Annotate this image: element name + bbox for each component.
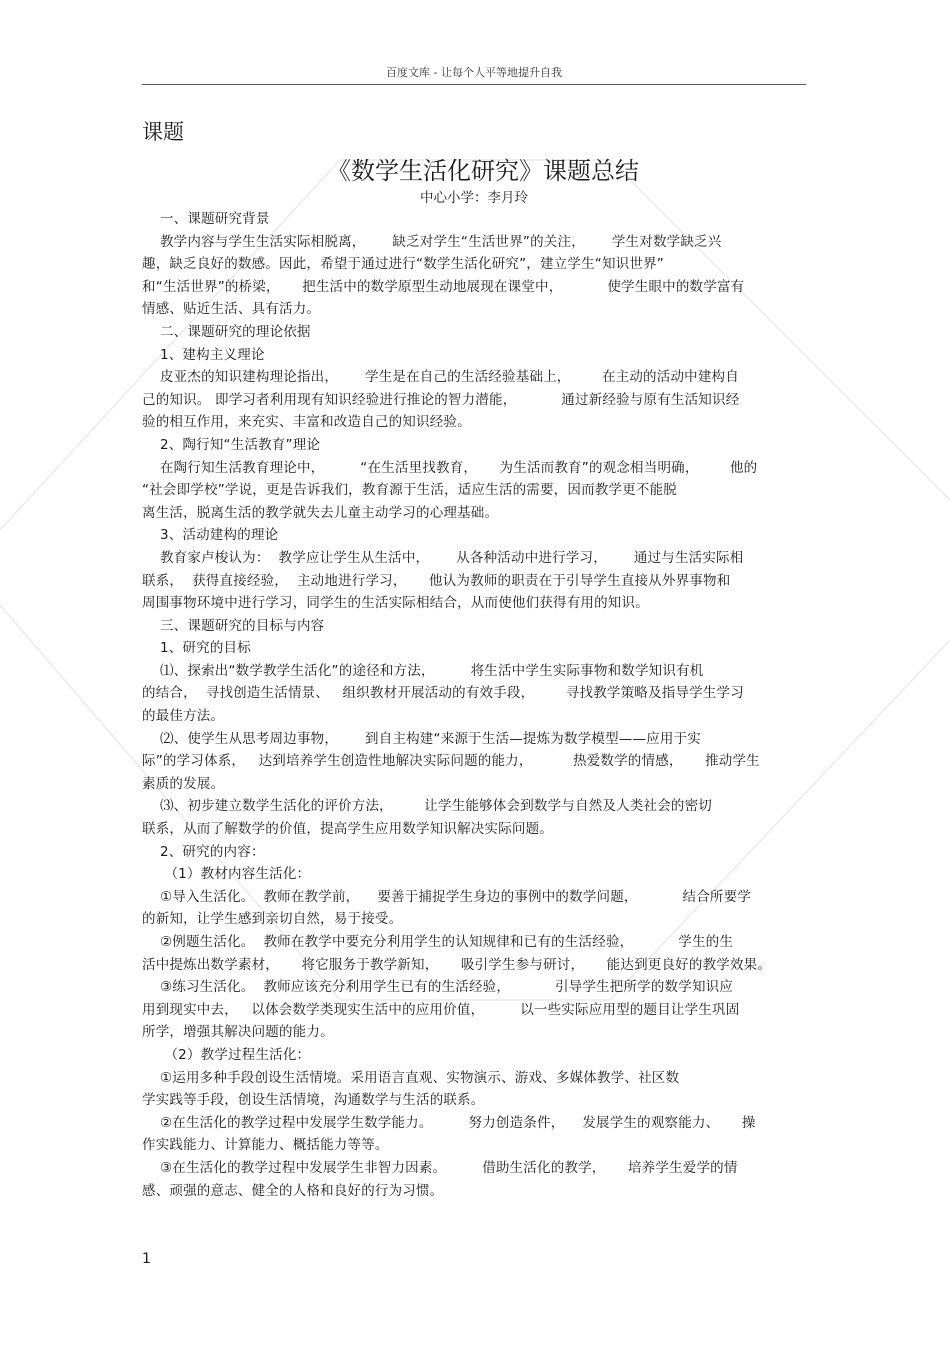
text-line: 在陶行知生活教育理论中， “在生活里找教育， 为生活而教育”的观念相当明确， 他的 [142,459,758,476]
text-line: 己的知识。 即学习者利用现有知识经验进行推论的智力潜能， 通过新经验与原有生活知识经 [142,391,740,408]
text-line: 一、课题研究背景 [142,211,270,227]
text-line: 联系， 获得直接经验， 主动地进行学习， 他认为教师的职责在于引导学生直接从外界事物和 [142,572,731,589]
text-line: （1）教材内容生活化： [142,866,311,883]
text-line: 学实践等手段，创设生活情境，沟通数学与生活的联系。 [142,1092,485,1109]
text-line: ②在生活化的教学过程中发展学生数学能力。 努力创造条件， 发展学生的观察能力、 操 [142,1114,756,1131]
text-line: ①运用多种手段创设生活情境。采用语言直观、实物演示、游戏、多媒体教学、社区数 [142,1069,680,1086]
text-line: 趣，缺乏良好的数感。因此，希望于通过进行“数学生活化研究”，建立学生“知识世界” [142,256,664,273]
text-line: 2、研究的内容： [142,843,265,860]
text-line: 的最佳方法。 [142,708,225,725]
text-line: ⑴、探索出“数学教学生活化”的途径和方法， 将生活中学生实际事物和数学知识有机 [142,662,704,679]
text-line: 际”的学习体系， 达到培养学生创造性地解决实际问题的能力， 热爱数学的情感， 推动学生 [142,753,760,770]
text-line: ⑵、使学生从思考周边事物， 到自主构建“来源于生活—提炼为数学模型——应用于实 [142,730,702,747]
text-line: ③练习生活化。 教师应该充分利用学生已有的生活经验， 引导学生把所学的数学知识应 [142,979,734,996]
text-line: 用到现实中去， 以体会数学类现实生活中的应用价值， 以一些实际应用型的题目让学生巩固 [142,1001,740,1018]
text-line: 教育家卢梭认为： 教学应让学生从生活中， 从各种活动中进行学习， 通过与生活实际相 [142,549,744,566]
text-line: 素质的发展。 [142,775,225,792]
text-line: 1、研究的目标 [142,640,251,657]
document-body [142,116,806,1202]
text-line: 验的相互作用，来充实、丰富和改造自己的知识经验。 [142,414,471,431]
doc-title: 《数学生活化研究》课题总结 [327,157,639,185]
text-line: 和“生活世界”的桥梁， 把生活中的数学原型生动地展现在课堂中， 使学生眼中的数学富有 [142,278,745,295]
text-line: ③在生活化的教学过程中发展学生非智力因素。 借助生活化的教学， 培养学生爱学的情 [142,1159,738,1176]
doc-label: 课题 [142,120,184,144]
page-header: 百度文库 - 让每个人平等地提升自我 [386,66,562,79]
text-line: 的结合， 寻找创造生活情景、 组织教材开展活动的有效手段， 寻找教学策略及指导学生学习 [142,685,744,702]
text-line: ①导入生活化。 教师在教学前， 要善于捕捉学生身边的事例中的数学问题， 结合所要学 [142,888,752,905]
text-line: 所学，增强其解决问题的能力。 [142,1024,334,1041]
text-line: 教学内容与学生生活实际相脱离， 缺乏对学生“生活世界”的关注， 学生对数学缺乏兴 [142,233,722,250]
text-line: 1、建构主义理论 [142,346,265,363]
text-line: “社会即学校”学说，更是告诉我们，教育源于生活，适应生活的需要，因而教学更不能脱 [142,482,677,499]
text-line: 2、陶行知“生活教育”理论 [142,436,321,453]
text-line: 感、顽强的意志、健全的人格和良好的行为习惯。 [142,1182,444,1199]
text-line: 活中提炼出数学素材， 将它服务于教学新知， 吸引学生参与研讨， 能达到更良好的教学效果。 [142,956,772,973]
text-line: 3、活动建构的理论 [142,527,279,544]
header-divider [142,84,806,85]
text-line: 二、课题研究的理论依据 [142,323,311,340]
text-line: 离生活，脱离生活的教学就失去儿童主动学习的心理基础。 [142,504,499,521]
text-line: 皮亚杰的知识建构理论指出， 学生是在自己的生活经验基础上， 在主动的活动中建构自 [142,369,739,386]
page-number: 1 [142,1251,151,1267]
text-line: 作实践能力、计算能力、概括能力等等。 [142,1137,389,1154]
text-line: ⑶、初步建立数学生活化的评价方法， 让学生能够体会到数学与自然及人类社会的密切 [142,798,713,815]
doc-paragraphs [142,208,806,1202]
text-line: 联系，从而了解数学的价值，提高学生应用数学知识解决实际问题。 [142,821,553,838]
text-line: 三、课题研究的目标与内容 [142,617,325,634]
text-line: 周围事物环境中进行学习，同学生的生活实际相结合，从而使他们获得有用的知识。 [142,595,649,612]
text-line: 的新知，让学生感到亲切自然，易于接受。 [142,911,403,928]
text-line: ②例题生活化。 教师在教学中要充分利用学生的认知规律和已有的生活经验， 学生的生 [142,934,734,950]
text-line: （2）教学过程生活化： [142,1046,311,1063]
text-line: 情感、贴近生活、具有活力。 [142,301,321,318]
doc-author: 中心小学：李月玲 [420,190,528,206]
